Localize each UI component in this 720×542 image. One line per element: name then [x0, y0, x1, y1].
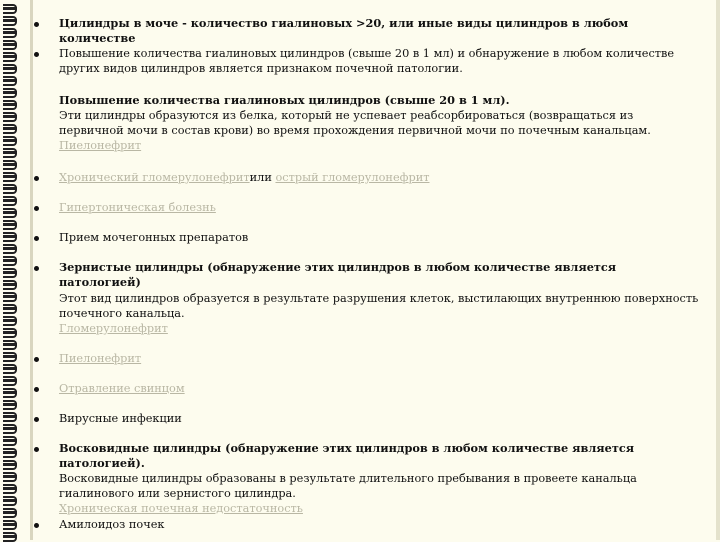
paragraph-text: Эти цилиндры образуются из белка, который не успевает реабсорбироваться (возвращаться из первичной мочи в состав крови) во время прохождения первичной мочи по почечным канальцам.	[59, 109, 651, 137]
spiral-binding	[0, 0, 30, 540]
item-text: Вирусные инфекции	[59, 412, 182, 425]
binding-ring	[3, 304, 23, 313]
link-acute-glomerulonephritis[interactable]: острый гломерулонефрит	[275, 171, 430, 184]
binding-ring	[3, 136, 23, 145]
binding-ring	[3, 52, 23, 61]
binding-ring	[3, 64, 23, 73]
binding-ring	[3, 280, 23, 289]
page-edge	[30, 0, 33, 540]
binding-ring	[3, 76, 23, 85]
link-pyelonephritis-2[interactable]: Пиелонефрит	[59, 352, 142, 365]
bullet-icon	[34, 236, 39, 241]
paragraph-body	[59, 441, 699, 516]
paragraph-heading: Повышение количества гиалиновых цилиндров (свыше 20 в 1 мл).	[59, 93, 510, 107]
paragraph-heading: Восковидные цилиндры (обнаружение этих цилиндров в любом количестве является патологией).	[59, 441, 635, 470]
binding-ring	[3, 220, 23, 229]
binding-ring	[3, 448, 23, 457]
item-text: Амилоидоз почек	[59, 518, 165, 531]
binding-ring	[3, 436, 23, 445]
item-text: Повышение количества гиалиновых цилиндров (свыше 20 в 1 мл) и обнаружение в любом количестве других видов цилиндров является признаком почечной патологии.	[59, 47, 675, 75]
link-hypertension[interactable]: Гипертоническая болезнь	[59, 201, 216, 214]
binding-ring	[3, 124, 23, 133]
binding-ring	[3, 376, 23, 385]
binding-ring	[3, 112, 23, 121]
binding-ring	[3, 196, 23, 205]
bullet-icon	[34, 523, 39, 528]
bullet-icon	[34, 176, 39, 181]
bullet-icon	[34, 447, 39, 452]
link-pyelonephritis[interactable]: Пиелонефрит	[59, 139, 142, 152]
binding-ring	[3, 400, 23, 409]
bullet-icon	[34, 357, 39, 362]
binding-ring	[3, 340, 23, 349]
bullet-icon	[34, 206, 39, 211]
binding-ring	[3, 232, 23, 241]
binding-ring	[3, 256, 23, 265]
bullet-icon	[34, 387, 39, 392]
binding-ring	[3, 148, 23, 157]
binding-ring	[3, 268, 23, 277]
binding-ring	[3, 472, 23, 481]
document-content	[34, 0, 714, 540]
binding-ring	[3, 40, 23, 49]
binding-ring	[3, 16, 23, 25]
link-chronic-renal-failure[interactable]: Хроническая почечная недостаточность	[59, 502, 303, 515]
binding-ring	[3, 508, 23, 517]
binding-ring	[3, 412, 23, 421]
paragraph-body	[59, 291, 699, 336]
bullet-icon	[34, 417, 39, 422]
paragraph-text: Этот вид цилиндров образуется в результате разрушения клеток, выстилающих внутреннюю поверхность почечного канальца.	[59, 292, 699, 320]
binding-ring	[3, 100, 23, 109]
bullet-icon	[34, 22, 39, 27]
item-text: Зернистые цилиндры (обнаружение этих цилиндров в любом количестве является патологией)	[59, 260, 617, 289]
binding-ring	[3, 160, 23, 169]
binding-ring	[3, 460, 23, 469]
binding-ring	[3, 172, 23, 181]
link-lead-poisoning[interactable]: Отравление свинцом	[59, 382, 185, 395]
binding-ring	[3, 292, 23, 301]
item-text: Прием мочегонных препаратов	[59, 231, 249, 244]
paragraph-text: Восковидные цилиндры образованы в результате длительного пребывания в провеете канальца гиалинового или зернистого цилиндра.	[59, 472, 637, 500]
item-text: Цилиндры в моче - количество гиалиновых >20, или иные виды цилиндров в любом количестве	[59, 16, 629, 45]
binding-ring	[3, 88, 23, 97]
binding-ring	[3, 388, 23, 397]
binding-ring	[3, 520, 23, 529]
bullet-icon	[34, 266, 39, 271]
link-chronic-glomerulonephritis[interactable]: Хронический гломерулонефрит	[59, 171, 250, 184]
bullet-icon	[34, 52, 39, 57]
binding-ring	[3, 208, 23, 217]
binding-ring	[3, 328, 23, 337]
link-glomerulonephritis[interactable]: Гломерулонефрит	[59, 322, 168, 335]
binding-ring	[3, 364, 23, 373]
paragraph-body	[59, 93, 699, 153]
binding-ring	[3, 424, 23, 433]
binding-ring	[3, 496, 23, 505]
binding-ring	[3, 316, 23, 325]
binding-ring	[3, 352, 23, 361]
binding-ring	[3, 484, 23, 493]
binding-ring	[3, 28, 23, 37]
connector-text: или	[249, 171, 272, 184]
page-right-shadow	[716, 0, 720, 540]
binding-ring	[3, 184, 23, 193]
item-text	[59, 170, 699, 185]
binding-ring	[3, 4, 23, 13]
binding-ring	[3, 244, 23, 253]
